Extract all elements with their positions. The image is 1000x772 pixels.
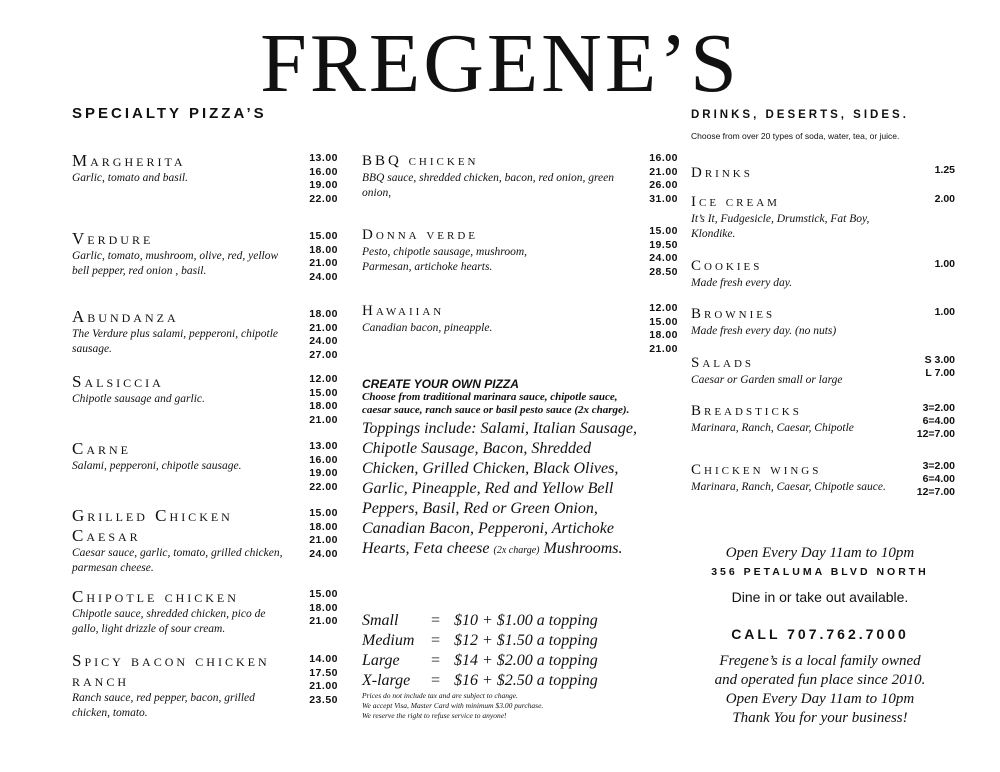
menu-item — [72, 307, 292, 357]
price: 21.00 — [649, 342, 678, 355]
item-prices — [290, 653, 338, 707]
menu-item — [72, 651, 272, 721]
item-name: Cookies — [691, 258, 763, 274]
price: 19.50 — [649, 238, 678, 251]
menu-item — [362, 151, 634, 201]
price: S 3.00 — [924, 354, 955, 366]
phone-number[interactable]: CALL 707.762.7000 — [731, 626, 909, 642]
restaurant-title: FREGENE’S — [260, 17, 740, 110]
price: 13.00 — [309, 440, 338, 452]
menu-item — [72, 151, 302, 186]
size-pricing — [362, 611, 642, 721]
item-name: Drinks — [691, 165, 753, 181]
side-item — [691, 460, 891, 495]
item-prices — [900, 402, 955, 441]
tagline-line: and operated fun place since 2010. — [714, 672, 926, 688]
price: 16.00 — [309, 165, 338, 178]
item-prices — [290, 308, 338, 362]
item-desc: Salami, pepperoni, chipotle sausage. — [72, 460, 242, 472]
price: 14.00 — [309, 653, 338, 665]
size-name: Small — [362, 612, 399, 629]
item-prices — [900, 164, 955, 177]
menu-item — [362, 225, 562, 275]
size-row — [362, 651, 642, 671]
price: 24.00 — [649, 252, 678, 264]
side-item — [691, 353, 891, 388]
price: 21.00 — [309, 321, 338, 334]
item-desc: Garlic, tomato, mushroom, olive, red, yellow bell pepper, red onion , basil. — [72, 250, 279, 277]
price: 18.00 — [309, 520, 338, 533]
item-name: Salads — [691, 355, 755, 371]
size-eq: = — [430, 612, 441, 629]
item-desc: Pesto, chipotle sausage, mushroom, Parmesan, artichoke hearts. — [362, 246, 528, 273]
price: 18.00 — [649, 329, 678, 341]
price: 15.00 — [649, 225, 678, 237]
item-desc: Ranch sauce, red pepper, bacon, grilled chicken, tomato. — [72, 692, 255, 719]
price: 3=2.00 — [922, 402, 955, 414]
price: 26.00 — [649, 179, 678, 191]
item-name: Brownies — [691, 306, 776, 322]
size-row — [362, 611, 642, 631]
item-desc: Made fresh every day. — [691, 277, 793, 289]
price: 12=7.00 — [916, 486, 955, 498]
item-name: Salsiccia — [72, 372, 164, 391]
size-price: $14 + $2.00 a topping — [454, 652, 598, 669]
item-prices — [900, 354, 955, 380]
price: 31.00 — [649, 192, 678, 205]
item-prices — [900, 258, 955, 271]
item-desc: Chipotle sausage and garlic. — [72, 393, 205, 405]
price: 6=4.00 — [922, 415, 955, 427]
price: 16.00 — [649, 152, 678, 164]
item-prices — [630, 225, 678, 279]
tagline-line: Open Every Day 11am to 10pm — [725, 691, 915, 707]
size-name: Medium — [362, 632, 415, 649]
price: 18.00 — [309, 308, 338, 320]
item-prices — [630, 152, 678, 206]
price: 18.00 — [309, 243, 338, 256]
size-eq: = — [430, 652, 441, 669]
menu-item — [72, 372, 292, 407]
item-prices — [900, 306, 955, 319]
size-name: Large — [362, 652, 400, 669]
price: 24.00 — [309, 270, 338, 283]
item-name: Chipotle chicken — [72, 587, 239, 606]
item-name: Ice cream — [691, 194, 780, 210]
item-name: Carne — [72, 439, 132, 458]
fine-print: Prices do not include tax and are subject to change. — [362, 691, 518, 700]
item-desc: Caesar sauce, garlic, tomato, grilled chicken, parmesan cheese. — [72, 547, 283, 574]
price: 21.00 — [309, 534, 338, 546]
side-item — [691, 304, 891, 339]
price: 15.00 — [649, 315, 678, 328]
price: 13.00 — [309, 152, 338, 164]
price: 16.00 — [309, 453, 338, 466]
side-item — [691, 192, 871, 242]
cyo-title: CREATE YOUR OWN PIZZA — [362, 377, 519, 391]
item-prices — [290, 373, 338, 427]
size-price: $10 + $1.00 a topping — [454, 612, 598, 629]
price: 1.25 — [934, 164, 955, 176]
price: 21.00 — [309, 413, 338, 426]
price: 23.50 — [309, 693, 338, 706]
price: 18.00 — [309, 400, 338, 412]
item-desc: Garlic, tomato and basil. — [72, 172, 188, 184]
price: 24.00 — [309, 335, 338, 347]
specialty-heading: SPECIALTY PIZZA’S — [72, 105, 267, 122]
price: 28.50 — [649, 265, 678, 278]
cyo-sauces: Choose from traditional marinara sauce, chipotle sauce, caesar sauce, ranch sauce or basil pesto sauce (2x charge). — [362, 391, 630, 416]
item-name: Donna verde — [362, 227, 479, 243]
price: 6=4.00 — [922, 473, 955, 485]
price: 22.00 — [309, 192, 338, 205]
create-your-own-section — [362, 377, 642, 561]
item-name: BBQ chicken — [362, 153, 479, 169]
fine-print: We reserve the right to refuse service to anyone! — [362, 711, 507, 720]
price: 27.00 — [309, 348, 338, 361]
price: 15.00 — [309, 507, 338, 519]
item-desc: Canadian bacon, pineapple. — [362, 322, 493, 334]
side-item — [691, 256, 891, 291]
item-name: Spicy bacon chicken ranch — [72, 651, 270, 690]
size-price: $16 + $2.50 a topping — [454, 672, 598, 689]
price: 1.00 — [934, 306, 955, 318]
price: 15.00 — [309, 588, 338, 600]
menu-item — [362, 301, 622, 336]
fine-print: We accept Visa, Master Card with minimum $3.00 purchase. — [362, 701, 544, 710]
size-row — [362, 671, 642, 691]
menu-item — [72, 506, 294, 576]
item-desc: Marinara, Ranch, Caesar, Chipotle — [691, 422, 854, 434]
price: 18.00 — [309, 601, 338, 614]
size-name: X-large — [362, 672, 411, 689]
menu-item — [72, 587, 287, 637]
price: 2.00 — [934, 193, 955, 205]
price: 21.00 — [309, 680, 338, 692]
size-row — [362, 631, 642, 651]
item-prices — [630, 302, 678, 356]
item-prices — [290, 507, 338, 561]
item-name: Hawaiian — [362, 303, 445, 319]
menu-item — [72, 439, 292, 474]
tagline — [680, 652, 960, 728]
item-name: Abundanza — [72, 307, 179, 326]
item-name: Grilled Chicken Caesar — [72, 506, 233, 545]
price: 15.00 — [309, 386, 338, 399]
side-item — [691, 163, 871, 183]
price: 21.00 — [649, 165, 678, 178]
item-prices — [290, 152, 338, 206]
address: 356 PETALUMA BLVD NORTH — [711, 566, 929, 578]
price: 19.00 — [309, 179, 338, 191]
size-eq: = — [430, 632, 441, 649]
item-desc: The Verdure plus salami, pepperoni, chipotle sausage. — [72, 328, 279, 355]
item-name: Margherita — [72, 151, 186, 170]
menu-item — [72, 229, 297, 279]
price: L 7.00 — [925, 367, 955, 379]
dine-in-text: Dine in or take out available. — [731, 589, 909, 605]
price: 12.00 — [649, 302, 678, 314]
item-name: Chicken wings — [691, 462, 822, 478]
size-price: $12 + $1.50 a topping — [454, 632, 598, 649]
price: 17.50 — [309, 666, 338, 679]
toppings-text: Toppings include: Salami, Italian Sausage, Chipotle Sausage, Bacon, Shredded Chicken, Grilled Chicken, Black Olives, Garlic, Pineapple, Red and Yellow Bell Peppers, Basil, Red or Green Onion, Canadian Bacon, Pepperoni, Artichoke Hearts, Feta cheese — [362, 420, 637, 557]
item-prices — [290, 230, 338, 284]
item-prices — [900, 460, 955, 499]
price: 12=7.00 — [916, 428, 955, 440]
toppings-end: Mushrooms. — [543, 540, 623, 557]
toppings-note: (2x charge) — [493, 545, 540, 556]
price: 19.00 — [309, 467, 338, 479]
tagline-line: Thank You for your business! — [732, 710, 908, 726]
hours-text: Open Every Day 11am to 10pm — [725, 545, 915, 561]
item-prices — [290, 440, 338, 494]
side-item — [691, 401, 901, 436]
price: 12.00 — [309, 373, 338, 385]
sides-heading: DRINKS, DESERTS, SIDES. — [691, 109, 909, 121]
price: 22.00 — [309, 480, 338, 493]
price: 3=2.00 — [922, 460, 955, 472]
item-desc: BBQ sauce, shredded chicken, bacon, red onion, green onion, — [362, 172, 614, 199]
cyo-toppings — [362, 419, 642, 561]
price: 1.00 — [934, 258, 955, 270]
item-name: Breadsticks — [691, 403, 802, 419]
item-desc: It’s It, Fudgesicle, Drumstick, Fat Boy, Klondike. — [691, 213, 870, 240]
price: 15.00 — [309, 230, 338, 242]
tagline-line: Fregene’s is a local family owned — [719, 653, 921, 669]
item-name: Verdure — [72, 229, 154, 248]
item-prices — [900, 193, 955, 206]
item-desc: Marinara, Ranch, Caesar, Chipotle sauce. — [691, 481, 886, 493]
item-desc: Chipotle sauce, shredded chicken, pico de gallo, light drizzle of sour cream. — [72, 608, 266, 635]
item-desc: Made fresh every day. (no nuts) — [691, 325, 837, 337]
item-desc: Caesar or Garden small or large — [691, 374, 843, 386]
price: 21.00 — [309, 257, 338, 269]
size-eq: = — [430, 672, 441, 689]
price: 21.00 — [309, 615, 338, 627]
sides-subtitle: Choose from over 20 types of soda, water, tea, or juice. — [691, 131, 900, 141]
price: 24.00 — [309, 547, 338, 560]
item-prices — [290, 588, 338, 629]
